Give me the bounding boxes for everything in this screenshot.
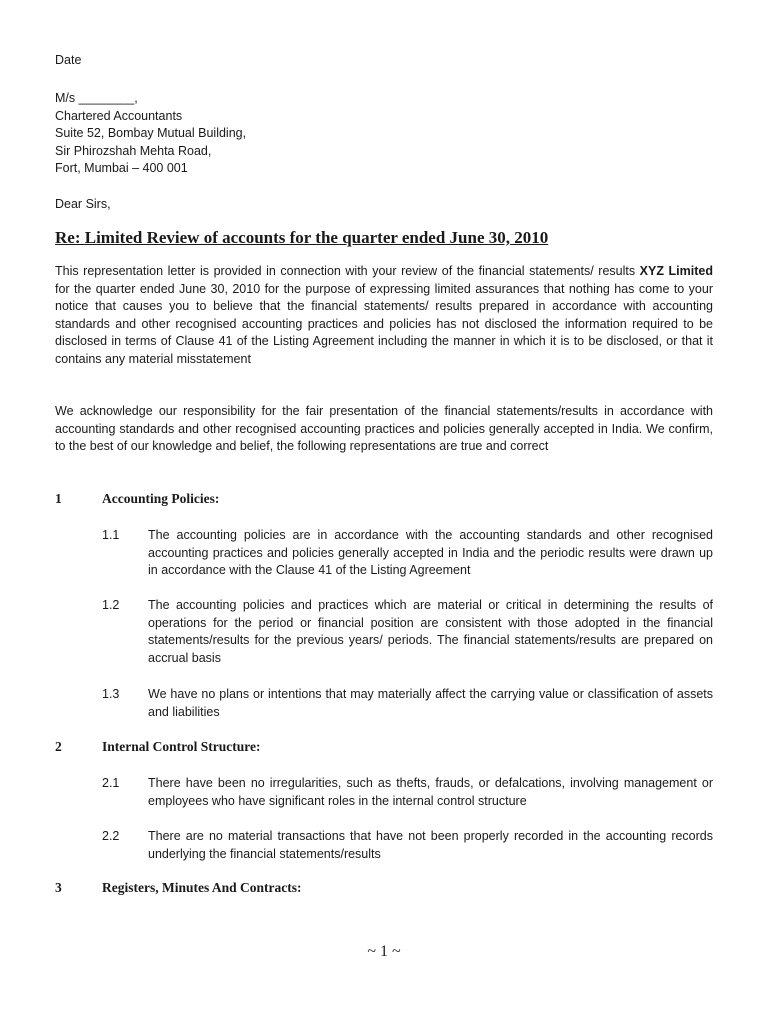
subject-heading: Re: Limited Review of accounts for the quarter ended June 30, 2010 bbox=[55, 228, 549, 247]
list-item bbox=[102, 828, 713, 863]
list-item bbox=[102, 686, 713, 721]
section-number: 1 bbox=[55, 491, 62, 506]
addressee-line: Fort, Mumbai – 400 001 bbox=[55, 161, 188, 175]
salutation: Dear Sirs, bbox=[55, 197, 111, 211]
intro-text-after: for the quarter ended June 30, 2010 for the purpose of expressing limited assurances that nothing has come to your notice that causes you to believe that the financial statements/ results prepared in accordance with accounting standards and other recognised accounting practices and policies has not disclosed the information required to be disclosed in terms of Clause 41 of the Listing Agreement including the manner in which it is to be disclosed, or that it contains any material misstatement bbox=[55, 281, 713, 366]
item-text: The accounting policies are in accordance with the accounting standards and other recognised accounting practices and policies generally accepted in India and the periodic results were drawn up in accordance with the Clause 41 of the Listing Agreement bbox=[148, 528, 713, 577]
date-label: Date bbox=[55, 53, 82, 67]
section-number: 3 bbox=[55, 880, 62, 895]
item-number: 1.3 bbox=[102, 687, 120, 701]
addressee-line: M/s ________, bbox=[55, 91, 138, 105]
addressee-line: Suite 52, Bombay Mutual Building, bbox=[55, 126, 247, 140]
intro-paragraph bbox=[55, 263, 713, 368]
section-number: 2 bbox=[55, 739, 62, 754]
addressee-block bbox=[55, 90, 713, 178]
item-text: There are no material transactions that have not been properly recorded in the accounting records underlying the financial statements/results bbox=[148, 829, 713, 861]
addressee-line: Chartered Accountants bbox=[55, 108, 183, 123]
list-item bbox=[102, 527, 713, 580]
list-item bbox=[102, 775, 713, 810]
item-number: 2.1 bbox=[102, 776, 120, 790]
intro-text-before: This representation letter is provided in connection with your review of the financial statements/ results bbox=[55, 264, 636, 278]
section-heading bbox=[55, 739, 261, 755]
page-number: ~ 1 ~ bbox=[367, 943, 401, 960]
item-text: We have no plans or intentions that may materially affect the carrying value or classification of assets and liabilities bbox=[148, 687, 713, 719]
section-title: Internal Control Structure: bbox=[102, 739, 261, 754]
item-number: 1.2 bbox=[102, 598, 120, 612]
item-text: The accounting policies and practices which are material or critical in determining the results of operations for the period or financial position are consistent with those adopted in the financial statements/results for the previous years/ periods. The financial statements/results are prepared on accrual basis bbox=[148, 598, 713, 665]
acknowledgement-paragraph: We acknowledge our responsibility for the fair presentation of the financial statements/results in accordance with accounting standards and other recognised accounting practices and policies generally accepted in India. We confirm, to the best of our knowledge and belief, the following representations are true and correct bbox=[55, 404, 713, 453]
item-number: 1.1 bbox=[102, 528, 120, 542]
section-heading bbox=[55, 491, 219, 507]
item-text: There have been no irregularities, such as thefts, frauds, or defalcations, involving management or employees who have significant roles in the internal control structure bbox=[148, 776, 713, 808]
company-name: XYZ Limited bbox=[639, 264, 713, 278]
section-title: Registers, Minutes And Contracts: bbox=[102, 880, 302, 895]
item-number: 2.2 bbox=[102, 829, 120, 843]
addressee-line: Sir Phirozshah Mehta Road, bbox=[55, 143, 212, 158]
list-item bbox=[102, 597, 713, 667]
section-heading bbox=[55, 880, 301, 896]
section-title: Accounting Policies: bbox=[102, 491, 220, 506]
